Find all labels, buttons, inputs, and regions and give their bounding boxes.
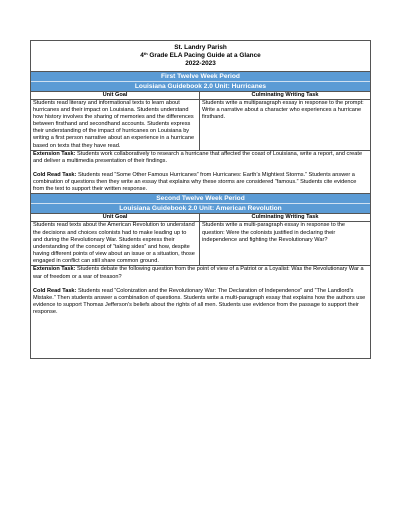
unit-goal-header: Unit Goal [31, 214, 200, 222]
writing-task-header: Culminating Writing Task [200, 214, 371, 222]
period-1-extension-task: Extension Task: Students work collaboratively to research a hurricane that affected the coast of Louisiana, write a report, and create and deliver a multimedia presentation of their findings. [33, 150, 363, 164]
parish-name: St. Landry Parish [174, 44, 227, 51]
period-2-tasks [31, 266, 371, 359]
school-year: 2022-2023 [185, 60, 216, 68]
guide-title [31, 41, 371, 72]
period-2-unit: Louisiana Guidebook 2.0 Unit: American Revolution [119, 205, 282, 213]
period-2-unit-goal: Students read texts about the American Revolution to understand the decisions and choices colonists had to make leading up to and during the Revolutionary War. Students express their understanding of the concept of “taking sides” and how, despite having different points of view about an issue or a situation, those engaged in conflict can still share common ground. [31, 222, 200, 266]
period-1-tasks [31, 150, 371, 194]
period-2-title: Second Twelve Week Period [31, 194, 370, 204]
pacing-guide-table [30, 40, 371, 359]
period-1-unit-goal: Students read literary and informational texts to learn about hurricanes and their impact on Louisiana. Students understand how history involves the sharing of memories and the differences between firsthand and secondhand accounts. Students express their understanding of the impact of hurricanes on Louisiana by writing a first person narrative about an experience in a hurricane based on texts that they have read. [31, 99, 200, 150]
period-1-writing-task: Students write a multiparagraph essay in response to the prompt: Write a narrative about a character who experiences a hurricane firsthand. [200, 99, 371, 150]
period-1-title: First Twelve Week Period [31, 72, 370, 82]
period-2-cold-read-task: Cold Read Task: Students read “Colonization and the Revolutionary War: The Declaration of Independence” and “The Landlord’s Mistake.” Then students answer a combination of questions. Students write a multi-paragraph essay that explains how the authors use evidence to support Thomas Jefferson’s beliefs about the rights of all men. Students use evidence from the passage to support their response. [33, 287, 366, 316]
period-2-header [31, 194, 371, 214]
period-1-cold-read-task: Cold Read Task: Students read “Some Other Famous Hurricanes” from Hurricanes: Earth’s Mightiest Storms.” Students answer a combination of questions then they write an essay that explains why these storms are considered “famous.” Students cite evidence from the text to support their written response. [33, 172, 357, 193]
period-1-header [31, 71, 371, 91]
period-1-unit: Louisiana Guidebook 2.0 Unit: Hurricanes [134, 82, 267, 90]
writing-task-header: Culminating Writing Task [200, 91, 371, 99]
period-2-writing-task: Students write a multi-paragraph essay in response to the question: Were the colonists justified in declaring their independence and fighting the Revolutionary War? [200, 222, 371, 266]
period-2-extension-task: Extension Task: Students debate the following question from the point of view of a Patriot or a Loyalist: Was the Revolutionary War a war of freedom or a war of treason? [33, 266, 364, 280]
guide-subtitle: 4th Grade ELA Pacing Guide at a Glance [140, 51, 261, 60]
unit-goal-header: Unit Goal [31, 91, 200, 99]
pacing-guide-page [30, 40, 370, 359]
